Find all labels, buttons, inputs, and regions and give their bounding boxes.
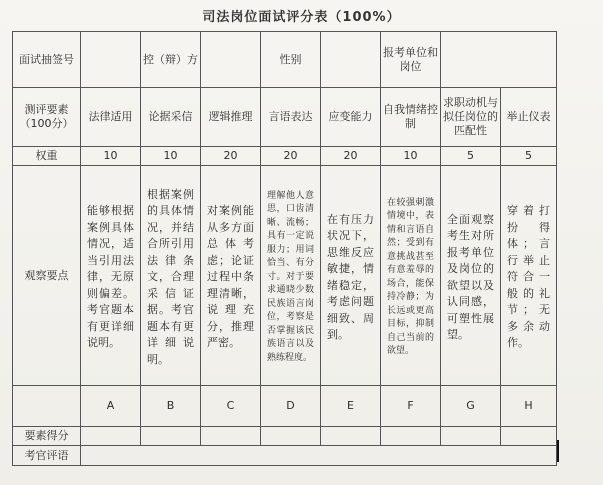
prosecution-defense-cell[interactable] [201,32,261,88]
weight-e: 20 [321,147,381,166]
score-label: 要素得分 [13,427,81,446]
observation-g [441,166,501,386]
letter-h: H [501,386,557,427]
weight-g: 5 [441,147,501,166]
requirement-label: 测评要素（100分） [13,88,81,147]
score-cell-d[interactable] [261,427,321,446]
observation-d [261,166,321,386]
weight-f: 10 [381,147,441,166]
letter-row [13,386,557,427]
prosecution-defense-label: 控（辩）方 [141,32,201,88]
score-row [13,427,557,446]
score-cell-f[interactable] [381,427,441,446]
applied-unit-label: 报考单位和岗位 [381,32,441,88]
requirement-e: 应变能力 [321,88,381,147]
requirement-f: 自我情绪控制 [381,88,441,147]
applied-unit-cell[interactable] [441,32,557,88]
letter-e: E [321,386,381,427]
observation-text: 在较强刺激情境中，表情和言语自然；受到有意挑战甚至有意羞辱的场合，能保持冷静；为长远或更高目标，抑制自己当前的欲望。 [387,197,434,356]
requirement-c: 逻辑推理 [201,88,261,147]
letter-a: A [81,386,141,427]
gender-label: 性别 [261,32,321,88]
observation-a [81,166,141,386]
draw-number-label: 面试抽签号 [13,32,81,88]
score-cell-c[interactable] [201,427,261,446]
observation-text: 在有压力状况下，思维反应敏捷，情绪稳定，考虑问题细致、周到。 [327,212,374,341]
requirement-h: 举止仪表 [501,88,557,147]
comment-cell[interactable] [81,446,557,466]
letter-b: B [141,386,201,427]
score-cell-h[interactable] [501,427,557,446]
letter-row-blank [13,386,81,427]
observation-text: 对案例能从多方面总体考虑；论证过程中条理清晰，说理充分，推理严密。 [207,204,254,350]
observation-h [501,166,557,386]
observation-text: 根据案例的具体情况，并结合所引用法律条文，合理采信证据。考官题本有更详细说明。 [147,187,194,366]
letter-g: G [441,386,501,427]
observation-label: 观察要点 [13,166,81,386]
observation-b [141,166,201,386]
score-cell-a[interactable] [81,427,141,446]
gender-cell[interactable] [321,32,381,88]
weight-h: 5 [501,147,557,166]
requirement-d: 言语表达 [261,88,321,147]
score-cell-e[interactable] [321,427,381,446]
observation-c [201,166,261,386]
comment-label: 考官评语 [13,446,81,466]
weight-b: 10 [141,147,201,166]
observation-text: 理解他人意思，口齿清晰、流畅；具有一定说服力；用词恰当、有分寸。对于要求通晓少数民族语言岗位，考察是否掌握该民族语言以及熟练程度。 [267,190,314,363]
letter-d: D [261,386,321,427]
observation-text: 全面观察考生对所报考单位及岗位的欲望以及认同感，可塑性展望。 [447,212,494,341]
observation-e [321,166,381,386]
requirement-g: 求职动机与拟任岗位的匹配性 [441,88,501,147]
requirement-b: 论据采信 [141,88,201,147]
observation-text: 穿着打扮得体；言行举止符合一般的礼节；无多余动作。 [507,204,550,350]
observation-row [13,166,557,386]
draw-number-cell[interactable] [81,32,141,88]
scoring-table [12,31,557,466]
comment-row [13,446,557,466]
text-cursor [557,440,559,462]
weight-label: 权重 [13,147,81,166]
header-row [13,32,557,88]
weight-c: 20 [201,147,261,166]
requirement-row [13,88,557,147]
weight-row [13,147,557,166]
score-cell-b[interactable] [141,427,201,446]
observation-f [381,166,441,386]
score-cell-g[interactable] [441,427,501,446]
letter-c: C [201,386,261,427]
letter-f: F [381,386,441,427]
weight-d: 20 [261,147,321,166]
page-title: 司法岗位面试评分表（100%） [202,10,401,25]
requirement-a: 法律适用 [81,88,141,147]
weight-a: 10 [81,147,141,166]
observation-text: 能够根据案例具体情况，适当引用法律，无原则偏差。考官题本有更详细说明。 [87,204,134,350]
